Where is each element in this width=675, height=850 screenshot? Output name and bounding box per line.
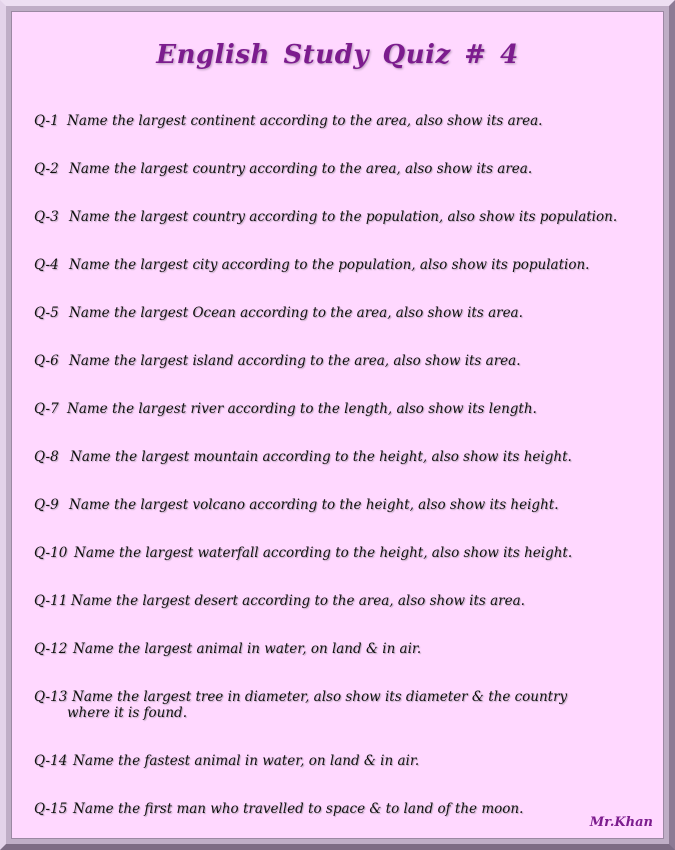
question-number: Q-7 [34, 401, 59, 417]
question-4 [34, 257, 589, 273]
question-number: Q-3 [34, 209, 59, 225]
question-text: Name the largest desert according to the area, also show its area. [71, 593, 525, 609]
question-text: Name the fastest animal in water, on land & in air. [73, 753, 420, 769]
question-5 [34, 305, 523, 321]
question-15 [34, 801, 523, 817]
question-13 [34, 689, 567, 705]
question-13-continued: where it is found. [67, 705, 187, 721]
question-number: Q-12 [34, 641, 68, 657]
question-text: Name the largest river according to the length, also show its length. [67, 401, 537, 417]
question-text: Name the largest city according to the population, also show its population. [69, 257, 590, 273]
question-12 [34, 641, 421, 657]
question-10 [34, 545, 572, 561]
question-text: Name the largest mountain according to the height, also show its height. [70, 449, 572, 465]
question-number: Q-6 [34, 353, 59, 369]
question-number: Q-11 [34, 593, 68, 609]
question-8 [34, 449, 572, 465]
question-number: Q-15 [34, 801, 68, 817]
question-text: Name the largest continent according to the area, also show its area. [67, 113, 543, 129]
author-signature: Mr.Khan [589, 815, 653, 830]
question-text: Name the largest country according to the area, also show its area. [69, 161, 533, 177]
question-number: Q-2 [34, 161, 59, 177]
question-text: Name the largest volcano according to the height, also show its height. [69, 497, 559, 513]
question-7 [34, 401, 537, 417]
question-number: Q-9 [34, 497, 59, 513]
question-14 [34, 753, 419, 769]
question-number: Q-1 [34, 113, 59, 129]
question-number: Q-5 [34, 305, 59, 321]
question-text: Name the largest Ocean according to the area, also show its area. [69, 305, 523, 321]
question-text: Name the largest country according to the population, also show its population. [69, 209, 618, 225]
question-text: Name the largest tree in diameter, also show its diameter & the country [72, 689, 568, 705]
question-11 [34, 593, 525, 609]
question-number: Q-10 [34, 545, 68, 561]
quiz-sheet [11, 11, 664, 839]
question-1 [34, 113, 542, 129]
page-title: English Study Quiz # 4 [156, 40, 519, 70]
question-number: Q-14 [34, 753, 68, 769]
question-text: Name the largest island according to the area, also show its area. [69, 353, 521, 369]
question-6 [34, 353, 521, 369]
question-number: Q-13 [34, 689, 68, 705]
question-text: Name the largest waterfall according to the height, also show its height. [74, 545, 573, 561]
question-number: Q-4 [34, 257, 59, 273]
question-number: Q-8 [34, 449, 59, 465]
question-text: Name the largest animal in water, on land & in air. [73, 641, 422, 657]
question-9 [34, 497, 559, 513]
question-2 [34, 161, 532, 177]
question-text: Name the first man who travelled to space & to land of the moon. [73, 801, 524, 817]
question-3 [34, 209, 617, 225]
